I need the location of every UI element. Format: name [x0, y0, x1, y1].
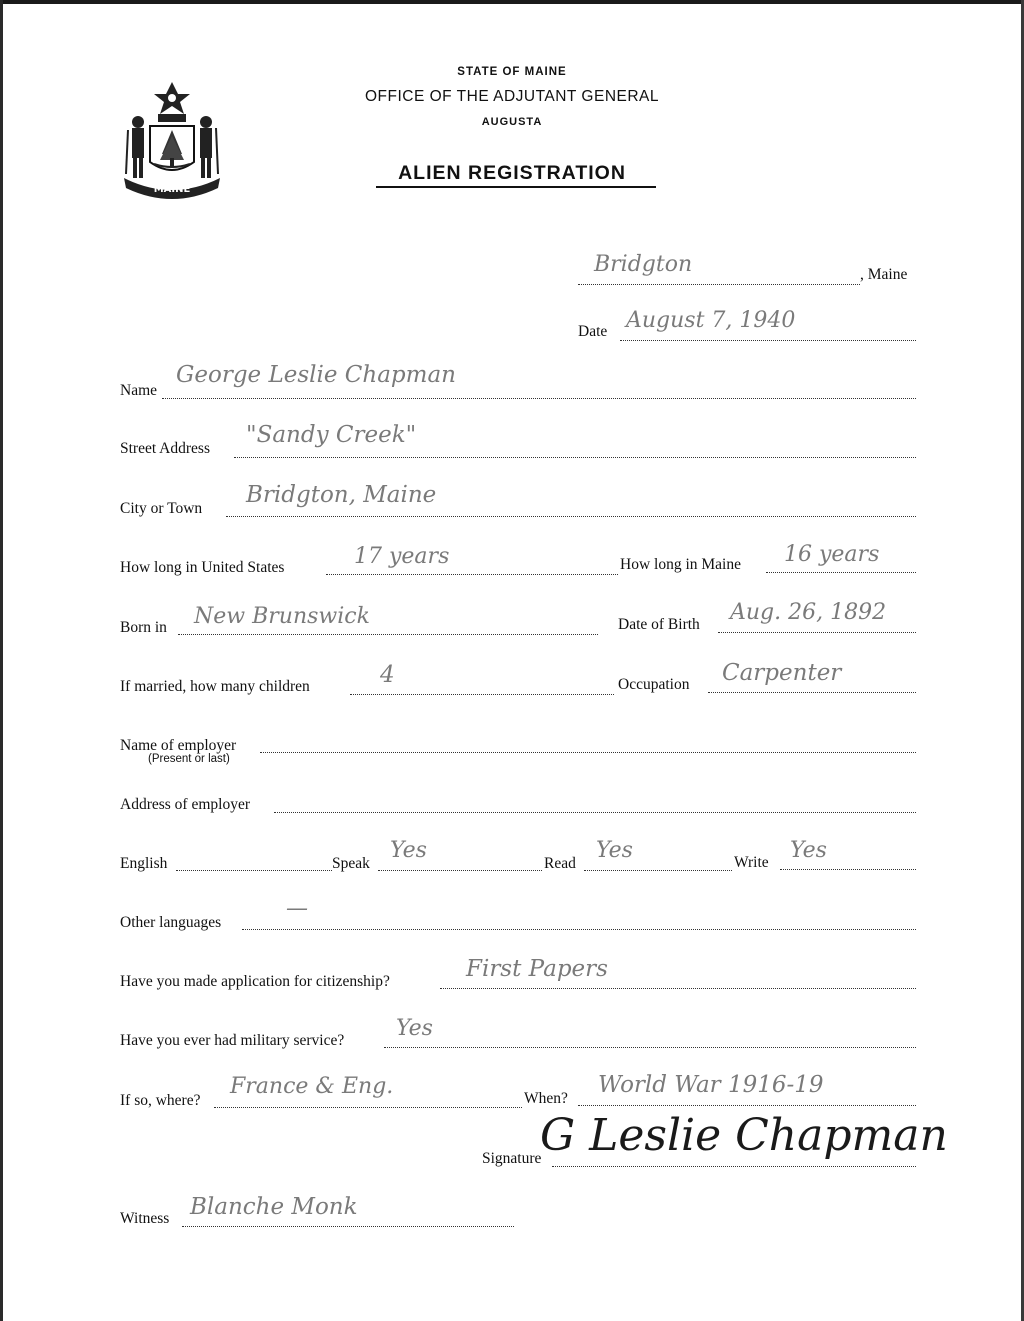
married-label: If married, how many children: [120, 678, 310, 695]
date-label: Date: [578, 323, 608, 340]
military-label: Have you ever had military service?: [120, 1032, 345, 1049]
city-label: City or Town: [120, 500, 203, 517]
us-label: How long in United States: [120, 559, 285, 576]
when-value: World War 1916-19: [598, 1072, 824, 1098]
years-us-value: 17 years: [354, 544, 450, 569]
name-value: George Leslie Chapman: [176, 362, 456, 388]
married-dots: [350, 694, 614, 695]
form-title: ALIEN REGISTRATION: [398, 162, 626, 184]
citizenship-label: Have you made application for citizenship?: [120, 973, 390, 990]
born-label: Born in: [120, 619, 167, 636]
other-languages-label: Other languages: [120, 914, 222, 931]
employer-address-dots: [274, 812, 916, 813]
occupation-label: Occupation: [618, 676, 690, 693]
scan-border-left: [0, 0, 3, 1321]
dob-label: Date of Birth: [618, 616, 700, 633]
maine-dots: [766, 572, 916, 573]
street-value: "Sandy Creek": [246, 422, 417, 448]
street-label: Street Address: [120, 440, 210, 457]
date-value: August 7, 1940: [626, 308, 796, 333]
street-dots: [234, 457, 916, 458]
dob-value: Aug. 26, 1892: [730, 600, 887, 625]
place-suffix: , Maine: [860, 266, 908, 283]
maine-label: How long in Maine: [620, 556, 741, 573]
write-dots: [780, 869, 916, 870]
name-label: Name: [120, 382, 158, 399]
witness-dots: [182, 1226, 514, 1227]
employer-address-label: Address of employer: [120, 796, 250, 813]
city-value: Bridgton, Maine: [246, 482, 437, 508]
signature-label: Signature: [482, 1150, 542, 1167]
military-value: Yes: [396, 1016, 433, 1041]
read-value: Yes: [596, 838, 633, 863]
citizenship-value: First Papers: [466, 956, 608, 982]
years-maine-value: 16 years: [784, 542, 880, 567]
header-office: OFFICE OF THE ADJUTANT GENERAL: [364, 88, 660, 105]
citizenship-dots: [440, 988, 916, 989]
write-value: Yes: [790, 838, 827, 863]
occupation-dots: [708, 692, 916, 693]
signature-dots: [552, 1166, 916, 1167]
dob-dots: [718, 632, 916, 633]
header-city: AUGUSTA: [481, 116, 543, 128]
speak-dots: [378, 870, 542, 871]
speak-label: Speak: [332, 855, 370, 872]
signature-value: G Leslie Chapman: [540, 1110, 948, 1161]
where-label: If so, where?: [120, 1092, 201, 1109]
city-dots: [226, 516, 916, 517]
read-label: Read: [544, 855, 576, 872]
when-label: When?: [524, 1090, 568, 1107]
header-state: STATE OF MAINE: [457, 66, 567, 78]
svg-text:MAINE: MAINE: [153, 184, 191, 195]
write-label: Write: [734, 854, 769, 871]
when-dots: [578, 1105, 916, 1106]
other-languages-dots: [242, 929, 916, 930]
name-dots: [162, 398, 916, 399]
place-value: Bridgton: [594, 252, 693, 277]
scan-border-top: [0, 0, 1024, 4]
where-value: France & Eng.: [230, 1074, 394, 1099]
where-dots: [214, 1107, 522, 1108]
employer-note: (Present or last): [148, 753, 230, 765]
born-in-value: New Brunswick: [194, 604, 370, 629]
employer-dots: [260, 752, 916, 753]
witness-value: Blanche Monk: [190, 1194, 358, 1220]
english-label: English: [120, 855, 168, 872]
children-value: 4: [380, 662, 395, 688]
date-dots: [620, 340, 916, 341]
other-languages-value: —: [286, 896, 308, 921]
occupation-value: Carpenter: [722, 660, 842, 686]
witness-label: Witness: [120, 1210, 170, 1227]
english-dots: [176, 870, 332, 871]
military-dots: [384, 1047, 916, 1048]
born-dots: [178, 634, 598, 635]
speak-value: Yes: [390, 838, 427, 863]
read-dots: [584, 870, 732, 871]
employer-label: Name of employer: [120, 737, 237, 754]
us-dots: [326, 574, 618, 575]
title-underline: [376, 186, 656, 188]
place-dots: [578, 284, 860, 285]
